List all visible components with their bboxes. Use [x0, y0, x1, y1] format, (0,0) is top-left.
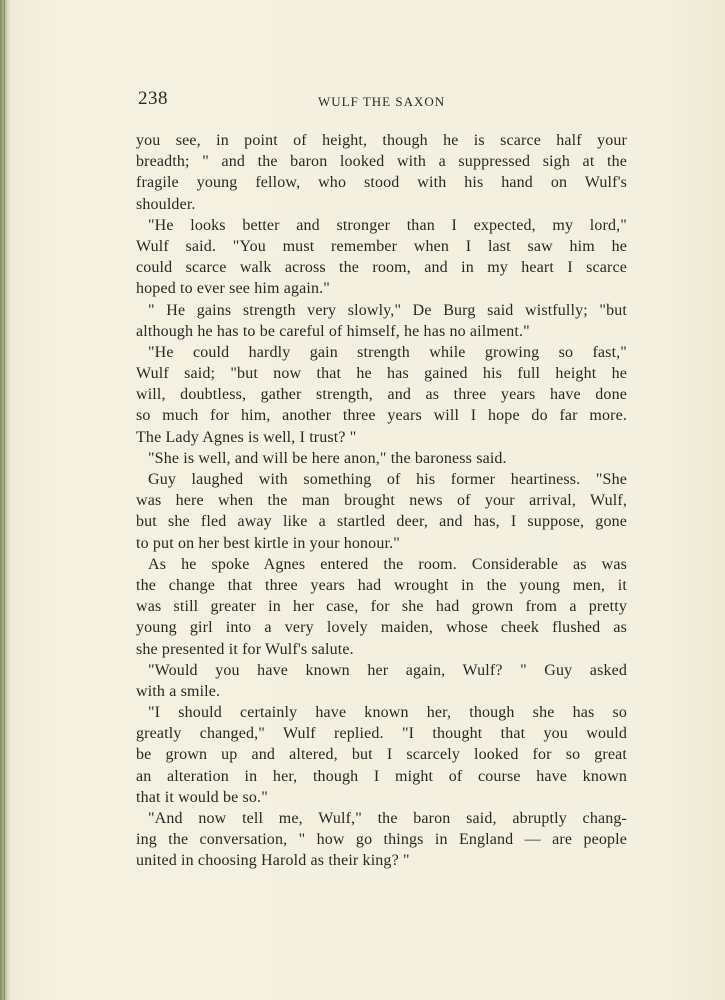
text-line: ing the conversation, " how go things in England — are people	[136, 831, 627, 849]
text-line: the change that three years had wrought in the young men, it	[136, 576, 627, 594]
text-line: hoped to ever see him again."	[136, 280, 330, 298]
text-line: Wulf said; "but now that he has gained his full height he	[136, 365, 627, 383]
text-line: "I should certainly have known her, though she has so	[148, 704, 627, 722]
text-line: could scarce walk across the room, and in my heart I scarce	[136, 259, 627, 277]
text-line: " He gains strength very slowly," De Burg said wistfully; "but	[148, 301, 627, 319]
running-head: WULF THE SAXON	[318, 94, 446, 109]
page-binding-edge	[0, 0, 10, 1000]
page-header	[136, 86, 626, 116]
text-line: was still greater in her case, for she had grown from a pretty	[136, 598, 627, 616]
text-line: The Lady Agnes is well, I trust? "	[136, 428, 357, 446]
text-line: united in choosing Harold as their king? "	[136, 852, 410, 870]
text-line: you see, in point of height, though he is scarce half your	[136, 132, 627, 149]
text-line: although he has to be careful of himself, he has no ailment."	[136, 322, 530, 340]
text-line: but she fled away like a startled deer, and has, I suppose, gone	[136, 513, 627, 531]
text-line: young girl into a very lovely maiden, whose cheek flushed as	[136, 619, 627, 637]
text-line: was here when the man brought news of your arrival, Wulf,	[136, 492, 627, 510]
text-line: she presented it for Wulf's salute.	[136, 640, 354, 658]
text-line: "Would you have known her again, Wulf? " Guy asked	[148, 661, 627, 679]
text-line: with a smile.	[136, 682, 221, 700]
text-line: Guy laughed with something of his former heartiness. "She	[148, 471, 627, 488]
text-line: so much for him, another three years will I hope do far more.	[136, 407, 627, 425]
text-line: breadth; " and the baron looked with a suppressed sigh at the	[136, 153, 627, 171]
text-line: "She is well, and will be here anon," the baroness said.	[148, 449, 507, 467]
binding-stitch-line	[4, 0, 5, 1000]
text-line: an alteration in her, though I might of course have known	[136, 767, 627, 785]
text-line: As he spoke Agnes entered the room. Considerable as was	[148, 555, 627, 573]
text-line: "He could hardly gain strength while growing so fast,"	[148, 343, 627, 361]
text-line: shoulder.	[136, 195, 196, 213]
body-text	[136, 130, 627, 872]
text-line: Wulf said. "You must remember when I last saw him he	[136, 237, 627, 255]
text-line: to put on her best kirtle in your honour."	[136, 534, 400, 552]
text-line: will, doubtless, gather strength, and as three years have done	[136, 386, 627, 404]
text-line: greatly changed," Wulf replied. "I thought that you would	[136, 725, 627, 743]
page-number: 238	[138, 88, 168, 109]
text-line: be grown up and altered, but I scarcely looked for so great	[136, 746, 627, 764]
text-line: "And now tell me, Wulf," the baron said, abruptly chang-	[148, 810, 627, 827]
text-line: fragile young fellow, who stood with his hand on Wulf's	[136, 174, 627, 192]
text-line: that it would be so."	[136, 788, 268, 806]
text-line: "He looks better and stronger than I expected, my lord,"	[148, 216, 627, 234]
